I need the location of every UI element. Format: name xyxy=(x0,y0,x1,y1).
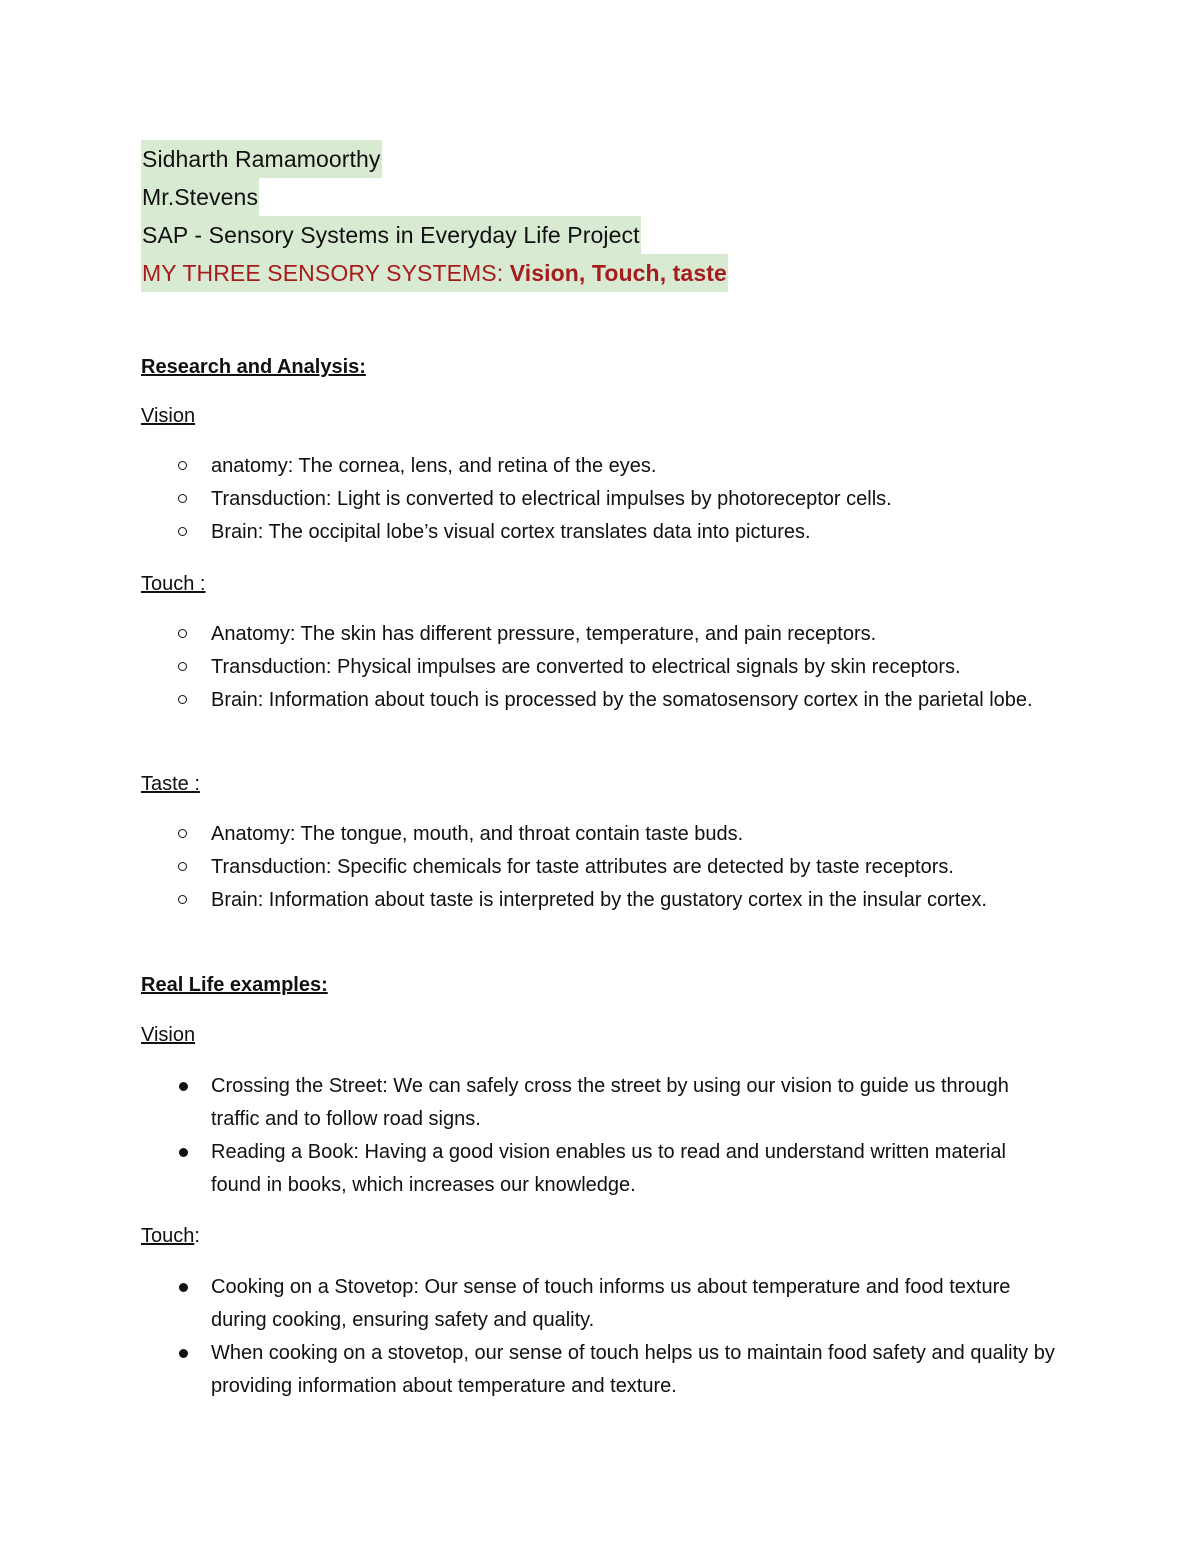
list-item-text: Transduction: Specific chemicals for taste attributes are detected by taste receptors. xyxy=(211,856,954,878)
list-item xyxy=(141,884,1011,917)
list-item-text: Brain: Information about touch is processed by the somatosensory cortex in the parietal lobe. xyxy=(211,689,1033,711)
hollow-bullet-icon xyxy=(178,662,187,671)
list-item xyxy=(141,1070,1011,1136)
list-item-text: When cooking on a stovetop, our sense of touch helps us to maintain food safety and quality by providing information about temperature and texture. xyxy=(211,1342,1055,1397)
list-item-text: Brain: The occipital lobe’s visual cortex translates data into pictures. xyxy=(211,521,811,543)
list-item-text: Brain: Information about taste is interpreted by the gustatory cortex in the insular cortex. xyxy=(211,889,987,911)
teacher-name: Mr.Stevens xyxy=(141,178,259,216)
hollow-bullet-icon xyxy=(178,695,187,704)
list-item xyxy=(141,450,1061,483)
list-item-text: Cooking on a Stovetop: Our sense of touch informs us about temperature and food texture during cooking, ensuring safety and quality. xyxy=(211,1276,1011,1331)
teacher-line xyxy=(141,178,259,216)
solid-bullet-icon xyxy=(179,1283,188,1292)
sensory-systems-list: Vision, Touch, taste xyxy=(509,260,727,286)
project-title: SAP - Sensory Systems in Everyday Life Project xyxy=(141,216,641,254)
list-item xyxy=(141,651,1061,684)
research-taste-list xyxy=(141,818,1061,917)
solid-bullet-icon xyxy=(179,1148,188,1157)
research-touch-heading: Touch : xyxy=(141,573,206,595)
hollow-bullet-icon xyxy=(178,895,187,904)
list-item xyxy=(141,1337,1061,1403)
list-item-text: Anatomy: The tongue, mouth, and throat contain taste buds. xyxy=(211,823,744,845)
research-heading: Research and Analysis: xyxy=(141,356,366,378)
list-item xyxy=(141,851,1061,884)
research-touch-list xyxy=(141,618,1061,717)
examples-touch-heading-line xyxy=(141,1222,200,1250)
sensory-systems-label: MY THREE SENSORY SYSTEMS: xyxy=(142,260,510,286)
examples-vision-list xyxy=(141,1070,1061,1202)
research-vision-list xyxy=(141,450,1061,549)
list-item xyxy=(141,1271,1031,1337)
list-item-text: anatomy: The cornea, lens, and retina of the eyes. xyxy=(211,455,657,477)
list-item-text: Crossing the Street: We can safely cross the street by using our vision to guide us through traffic and to follow road signs. xyxy=(211,1075,1009,1130)
hollow-bullet-icon xyxy=(178,461,187,470)
examples-touch-list xyxy=(141,1271,1061,1403)
student-name-line xyxy=(141,140,382,178)
examples-heading: Real Life examples: xyxy=(141,974,328,996)
hollow-bullet-icon xyxy=(178,629,187,638)
research-taste-heading: Taste : xyxy=(141,773,200,795)
project-title-line xyxy=(141,216,641,254)
list-item-text: Reading a Book: Having a good vision enables us to read and understand written material found in books, which increases our knowledge. xyxy=(211,1141,1006,1196)
hollow-bullet-icon xyxy=(178,494,187,503)
sensory-systems-line xyxy=(141,254,728,292)
hollow-bullet-icon xyxy=(178,527,187,536)
list-item-text: Anatomy: The skin has different pressure, temperature, and pain receptors. xyxy=(211,623,877,645)
list-item xyxy=(141,516,1061,549)
list-item xyxy=(141,618,1061,651)
solid-bullet-icon xyxy=(179,1082,188,1091)
solid-bullet-icon xyxy=(179,1349,188,1358)
student-name: Sidharth Ramamoorthy xyxy=(141,140,382,178)
examples-touch-heading: Touch xyxy=(141,1225,195,1247)
list-item xyxy=(141,1136,1011,1202)
research-vision-heading: Vision xyxy=(141,405,196,427)
list-item xyxy=(141,483,1061,516)
list-item xyxy=(141,818,1061,851)
hollow-bullet-icon xyxy=(178,829,187,838)
list-item-text: Transduction: Physical impulses are converted to electrical signals by skin receptors. xyxy=(211,656,961,678)
hollow-bullet-icon xyxy=(178,862,187,871)
sensory-systems-highlight xyxy=(141,254,728,292)
list-item-text: Transduction: Light is converted to electrical impulses by photoreceptor cells. xyxy=(211,488,892,510)
examples-touch-heading-colon: : xyxy=(194,1225,200,1247)
examples-vision-heading: Vision xyxy=(141,1024,196,1046)
list-item xyxy=(141,684,1061,717)
